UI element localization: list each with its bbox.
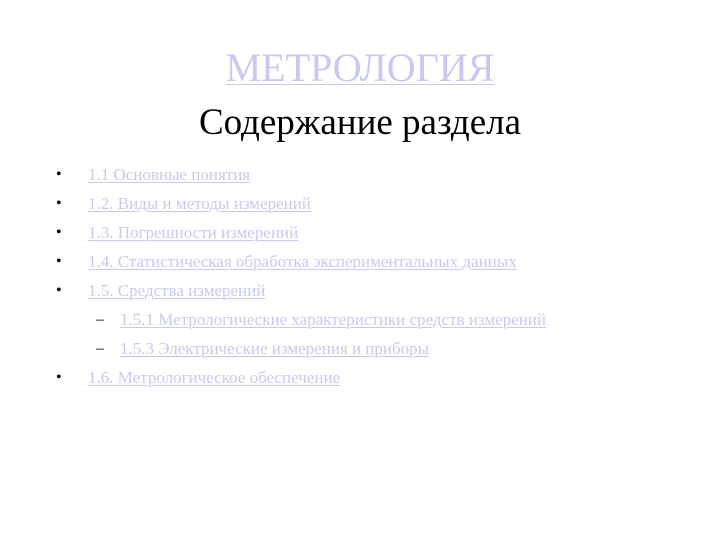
toc-item-1-2 [56,189,696,218]
toc-item-1-6 [56,363,696,392]
dash-bullet-icon: – [96,311,104,328]
bullet-icon: • [56,253,62,270]
bullet-icon: • [56,224,62,241]
bullet-icon: • [56,282,62,299]
toc-link-1-5-3[interactable]: 1.5.3 Электрические измерения и приборы [120,339,430,358]
toc-link-1-1[interactable]: 1.1 Основные понятия [88,165,251,184]
toc-item-1-1 [56,160,696,189]
bullet-icon: • [56,195,62,212]
toc-item-1-5-1 [56,305,696,334]
toc-link-1-5-1[interactable]: 1.5.1 Метрологические характеристики средств измерений [120,310,547,329]
toc-link-1-5[interactable]: 1.5. Средства измерений [88,281,266,300]
section-contents-heading: Содержание раздела [198,102,522,143]
toc-link-1-3[interactable]: 1.3. Погрешности измерений [88,223,299,242]
table-of-contents [56,160,696,392]
toc-link-1-6[interactable]: 1.6. Метрологическое обеспечение [88,368,341,387]
toc-item-1-4 [56,247,696,276]
dash-bullet-icon: – [96,340,104,357]
toc-item-1-3 [56,218,696,247]
bullet-icon: • [56,369,62,386]
bullet-icon: • [56,166,62,183]
slide-title-link[interactable]: МЕТРОЛОГИЯ [225,45,495,90]
toc-item-1-5-3 [56,334,696,363]
toc-link-1-2[interactable]: 1.2. Виды и методы измерений [88,194,311,213]
toc-item-1-5 [56,276,696,305]
toc-link-1-4[interactable]: 1.4. Статистическая обработка экспериментальных данных [88,252,517,271]
